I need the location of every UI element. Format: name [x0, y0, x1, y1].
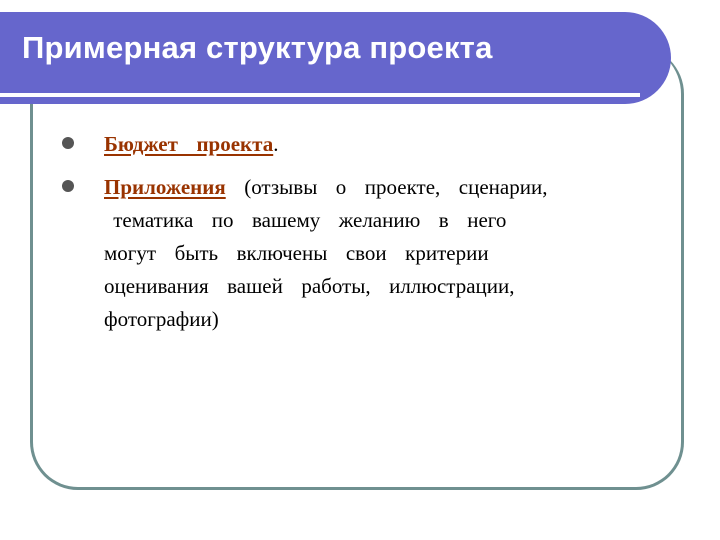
title-underline: [0, 93, 640, 97]
appendix-text-line-5: фотографии): [104, 307, 219, 331]
bullet-dot-icon: [62, 137, 74, 149]
bullet-line: [104, 128, 660, 161]
budget-suffix: .: [273, 132, 279, 156]
bullet-dot-icon: [62, 180, 74, 192]
slide-title: Примерная структура проекта: [22, 30, 493, 65]
bullet-item-appendix: [60, 171, 660, 336]
appendix-link[interactable]: Приложения: [104, 175, 226, 199]
appendix-text-line-2: тематика по вашему желанию в него: [104, 208, 507, 232]
appendix-text-line-4: оценивания вашей работы, иллюстрации,: [104, 274, 515, 298]
appendix-text-line-1: (отзывы о проекте, сценарии,: [225, 175, 548, 199]
bullet-list: [60, 128, 660, 346]
bullet-line: [104, 171, 660, 204]
budget-link[interactable]: Бюджет проекта: [104, 132, 274, 156]
bullet-item-budget: [60, 128, 660, 161]
appendix-text-line-3: могут быть включены свои критерии: [104, 241, 489, 265]
